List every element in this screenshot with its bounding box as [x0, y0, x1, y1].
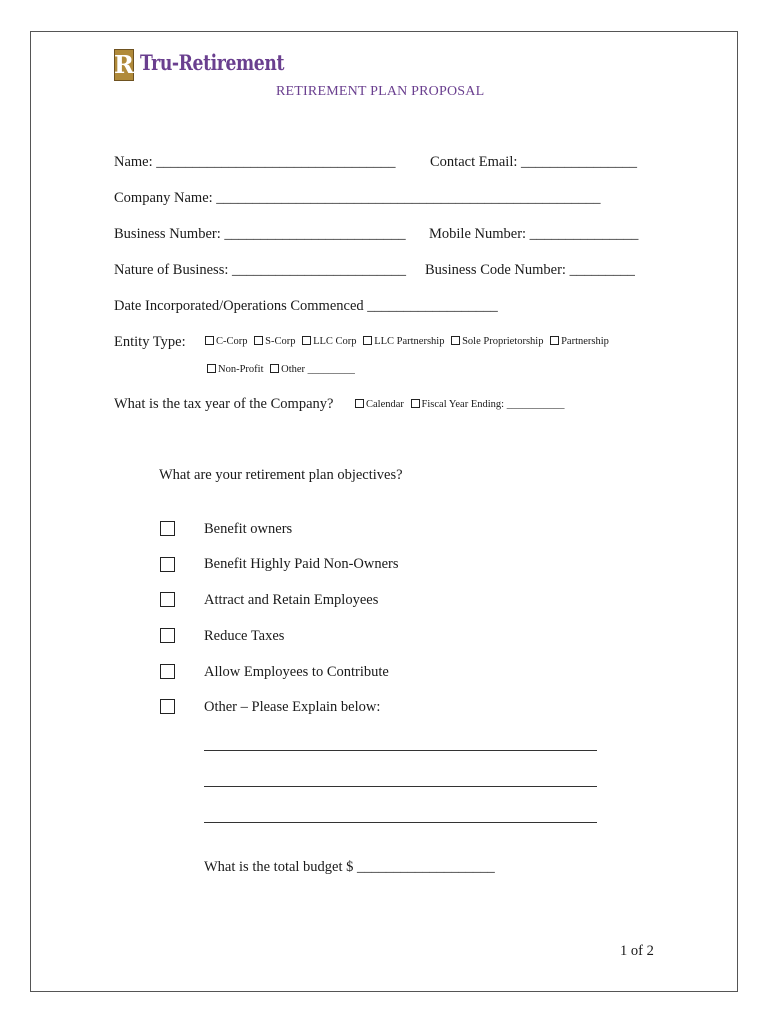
tax-option-calendar[interactable]: Calendar [355, 399, 404, 410]
page-number: 1 of 2 [620, 943, 654, 959]
entity-type-label: Entity Type: [114, 334, 186, 350]
entity-option-llc-corp[interactable]: LLC Corp [302, 336, 356, 347]
checkbox[interactable] [270, 364, 279, 373]
objective-label: Benefit owners [204, 521, 293, 537]
business-code-number-field[interactable]: Business Code Number: _________ [425, 262, 635, 278]
entity-option-other[interactable]: Other _________ [270, 364, 355, 375]
entity-option-sole-proprietorship[interactable]: Sole Proprietorship [451, 336, 543, 347]
tax-option-fiscal-year[interactable]: Fiscal Year Ending: ___________ [411, 399, 565, 410]
objective-checkbox-reduce-taxes[interactable] [160, 628, 175, 643]
objective-checkbox-attract-retain[interactable] [160, 592, 175, 607]
business-number-field[interactable]: Business Number: _________________________ [114, 226, 406, 242]
objective-label: Attract and Retain Employees [204, 592, 379, 608]
checkbox[interactable] [254, 336, 263, 345]
checkbox[interactable] [355, 399, 364, 408]
entity-option-s-corp[interactable]: S-Corp [254, 336, 295, 347]
logo-mark-letter: R [114, 50, 134, 79]
entity-option-non-profit[interactable]: Non-Profit [207, 364, 264, 375]
objective-checkbox-allow-contribute[interactable] [160, 664, 175, 679]
objective-checkbox-other[interactable] [160, 699, 175, 714]
entity-type-options-row2 [207, 364, 359, 375]
entity-option-c-corp[interactable]: C-Corp [205, 336, 248, 347]
checkbox[interactable] [207, 364, 216, 373]
objective-checkbox-benefit-owners[interactable] [160, 521, 175, 536]
tax-year-options [355, 399, 568, 410]
entity-option-llc-partnership[interactable]: LLC Partnership [363, 336, 444, 347]
document-page [30, 31, 738, 992]
checkbox[interactable] [302, 336, 311, 345]
checkbox[interactable] [363, 336, 372, 345]
objective-label: Other – Please Explain below: [204, 699, 381, 715]
explain-line[interactable] [204, 822, 597, 823]
name-field[interactable]: Name: _________________________________ [114, 154, 396, 170]
entity-option-partnership[interactable]: Partnership [550, 336, 609, 347]
checkbox[interactable] [205, 336, 214, 345]
checkbox[interactable] [550, 336, 559, 345]
explain-line[interactable] [204, 786, 597, 787]
objective-label: Allow Employees to Contribute [204, 664, 389, 680]
nature-of-business-field[interactable]: Nature of Business: ________________________ [114, 262, 406, 278]
logo-text: Tru-Retirement [140, 50, 285, 75]
checkbox[interactable] [411, 399, 420, 408]
mobile-number-field[interactable]: Mobile Number: _______________ [429, 226, 639, 242]
tax-year-question: What is the tax year of the Company? [114, 396, 334, 412]
objectives-question: What are your retirement plan objectives? [159, 467, 403, 483]
contact-email-field[interactable]: Contact Email: ________________ [430, 154, 638, 170]
objective-label: Reduce Taxes [204, 628, 285, 644]
checkbox[interactable] [451, 336, 460, 345]
date-incorporated-field[interactable]: Date Incorporated/Operations Commenced __________________ [114, 298, 498, 314]
budget-field[interactable]: What is the total budget $ ___________________ [204, 859, 495, 875]
page-title: RETIREMENT PLAN PROPOSAL [276, 84, 485, 99]
logo-mark [114, 49, 134, 81]
entity-type-options-row1 [205, 336, 613, 347]
objective-label: Benefit Highly Paid Non-Owners [204, 556, 399, 572]
explain-line[interactable] [204, 750, 597, 751]
objective-checkbox-highly-paid[interactable] [160, 557, 175, 572]
company-name-field[interactable]: Company Name: _____________________________________________________ [114, 190, 601, 206]
